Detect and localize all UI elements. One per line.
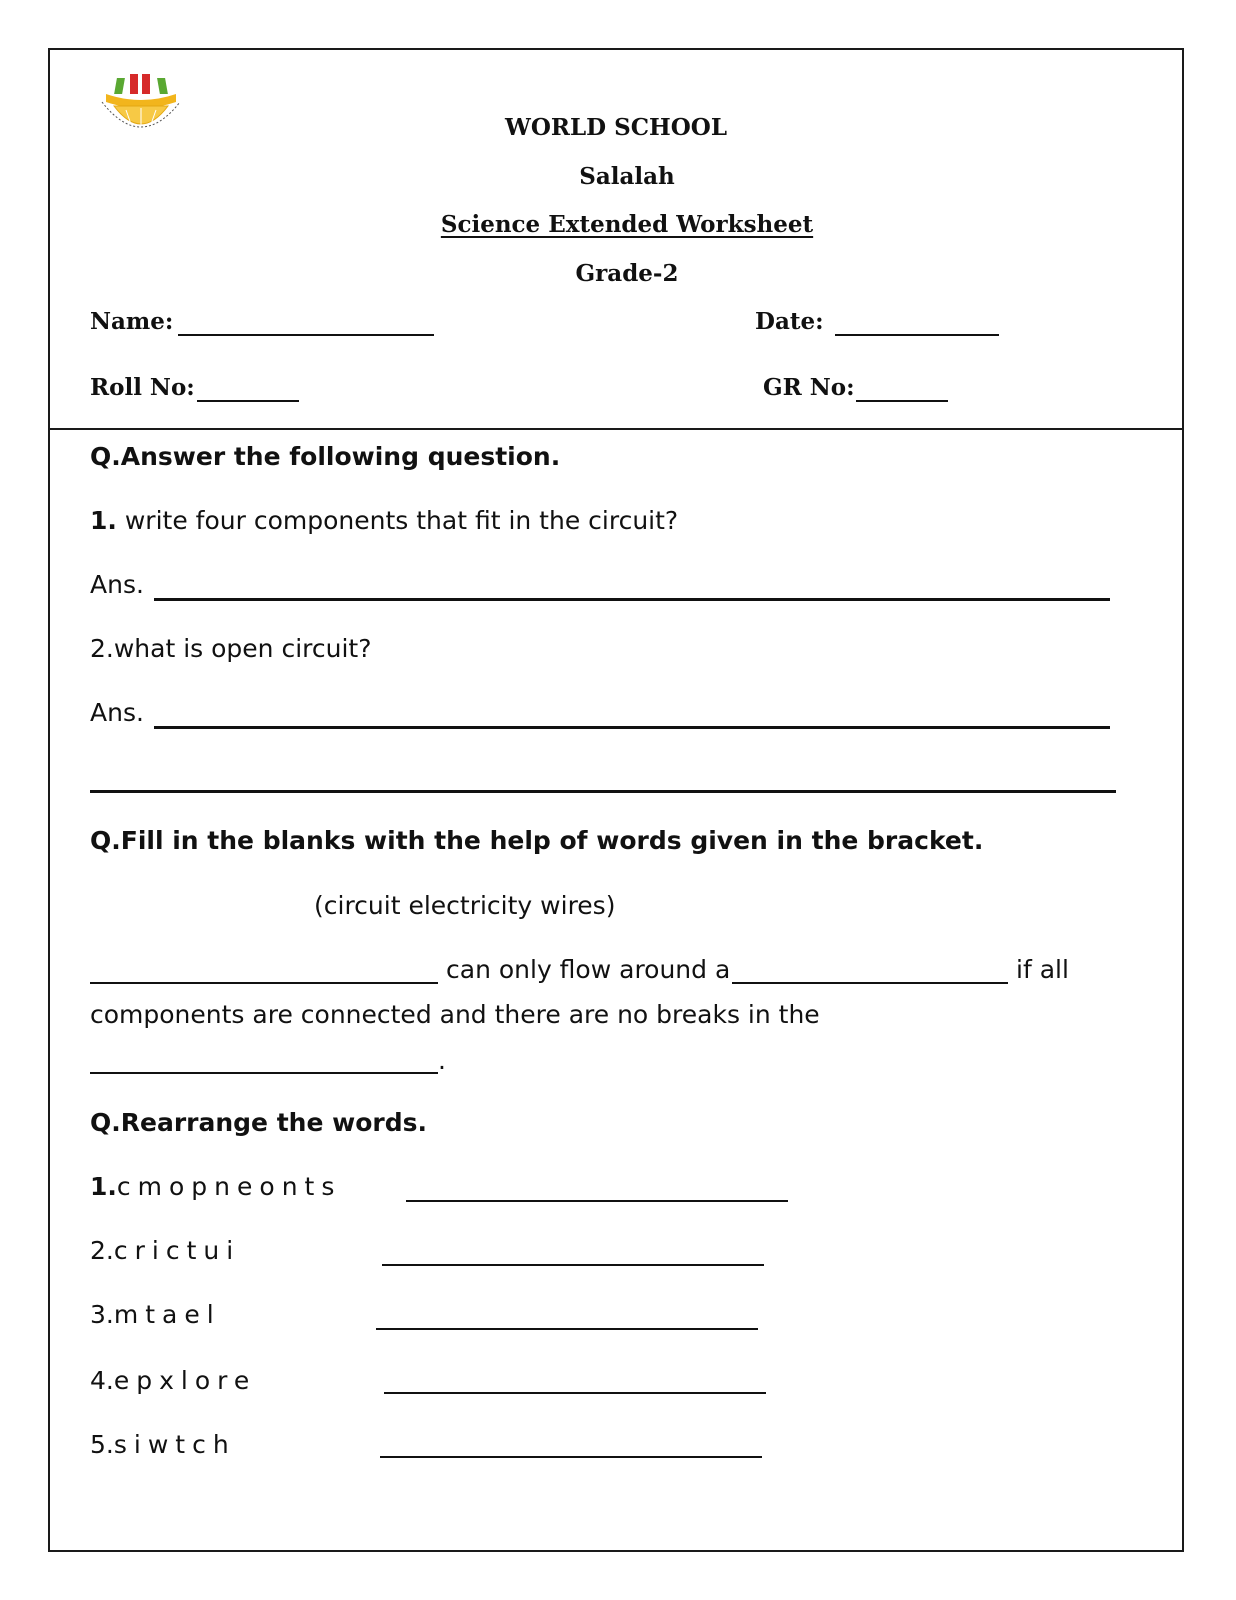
scrambled-word: siwtch <box>113 1430 236 1459</box>
worksheet-title: Science Extended Worksheet <box>440 211 814 238</box>
rearrange-answer-2[interactable] <box>382 1264 764 1266</box>
rearrange-answer-4[interactable] <box>384 1392 766 1394</box>
grade-label: Grade-2 <box>575 260 679 287</box>
header-divider <box>50 428 1182 430</box>
sentence-part-2: if all <box>1016 955 1069 984</box>
school-name: WORLD SCHOOL <box>505 114 727 141</box>
sentence-part-1: can only flow around a <box>446 955 731 984</box>
roll-no-field[interactable] <box>197 400 299 402</box>
blank-3[interactable] <box>90 1072 438 1074</box>
sentence-end: . <box>438 1046 446 1075</box>
scrambled-word: cmopneonts <box>116 1172 342 1201</box>
rearrange-answer-3[interactable] <box>376 1328 758 1330</box>
rearrange-item-5: 5.siwtch <box>90 1430 236 1459</box>
gr-no-label: GR No: <box>763 374 855 401</box>
answer-2-line[interactable] <box>154 726 1110 729</box>
worksheet-page <box>48 48 1184 1552</box>
scrambled-word: crictui <box>113 1236 241 1265</box>
section-answer-heading: Q.Answer the following question. <box>90 442 561 471</box>
sentence-line-2: components are connected and there are no breaks in the <box>90 1000 820 1029</box>
answer-2-line-extra[interactable] <box>90 790 1116 793</box>
school-city: Salalah <box>579 163 675 190</box>
gr-no-field[interactable] <box>856 400 948 402</box>
name-label: Name: <box>90 308 174 335</box>
scrambled-word: mtael <box>113 1300 221 1329</box>
question-1 <box>90 506 678 535</box>
question-2 <box>90 634 372 663</box>
date-field[interactable] <box>835 334 999 336</box>
blank-1[interactable] <box>90 982 438 984</box>
rearrange-answer-5[interactable] <box>380 1456 762 1458</box>
date-label: Date: <box>755 308 824 335</box>
answer-1-line[interactable] <box>154 598 1110 601</box>
scrambled-word: epxlore <box>113 1366 257 1395</box>
question-text: write four components that fit in the circuit? <box>124 506 679 535</box>
name-field[interactable] <box>178 334 434 336</box>
question-number: 2. <box>90 634 114 663</box>
rearrange-item-2: 2.crictui <box>90 1236 241 1265</box>
roll-no-label: Roll No: <box>90 374 195 401</box>
answer-1-label: Ans. <box>90 570 144 599</box>
rearrange-answer-1[interactable] <box>406 1200 788 1202</box>
word-bank: (circuit electricity wires) <box>314 891 616 920</box>
blank-2[interactable] <box>732 982 1008 984</box>
question-number: 1. <box>90 506 117 535</box>
answer-2-label: Ans. <box>90 698 144 727</box>
rearrange-item-1: 1.cmopneonts <box>90 1172 342 1201</box>
rearrange-item-3: 3.mtael <box>90 1300 221 1329</box>
section-rearrange-heading: Q.Rearrange the words. <box>90 1108 427 1137</box>
question-text: what is open circuit? <box>113 634 372 663</box>
section-fill-blanks-heading: Q.Fill in the blanks with the help of words given in the bracket. <box>90 826 984 855</box>
rearrange-item-4: 4.epxlore <box>90 1366 257 1395</box>
